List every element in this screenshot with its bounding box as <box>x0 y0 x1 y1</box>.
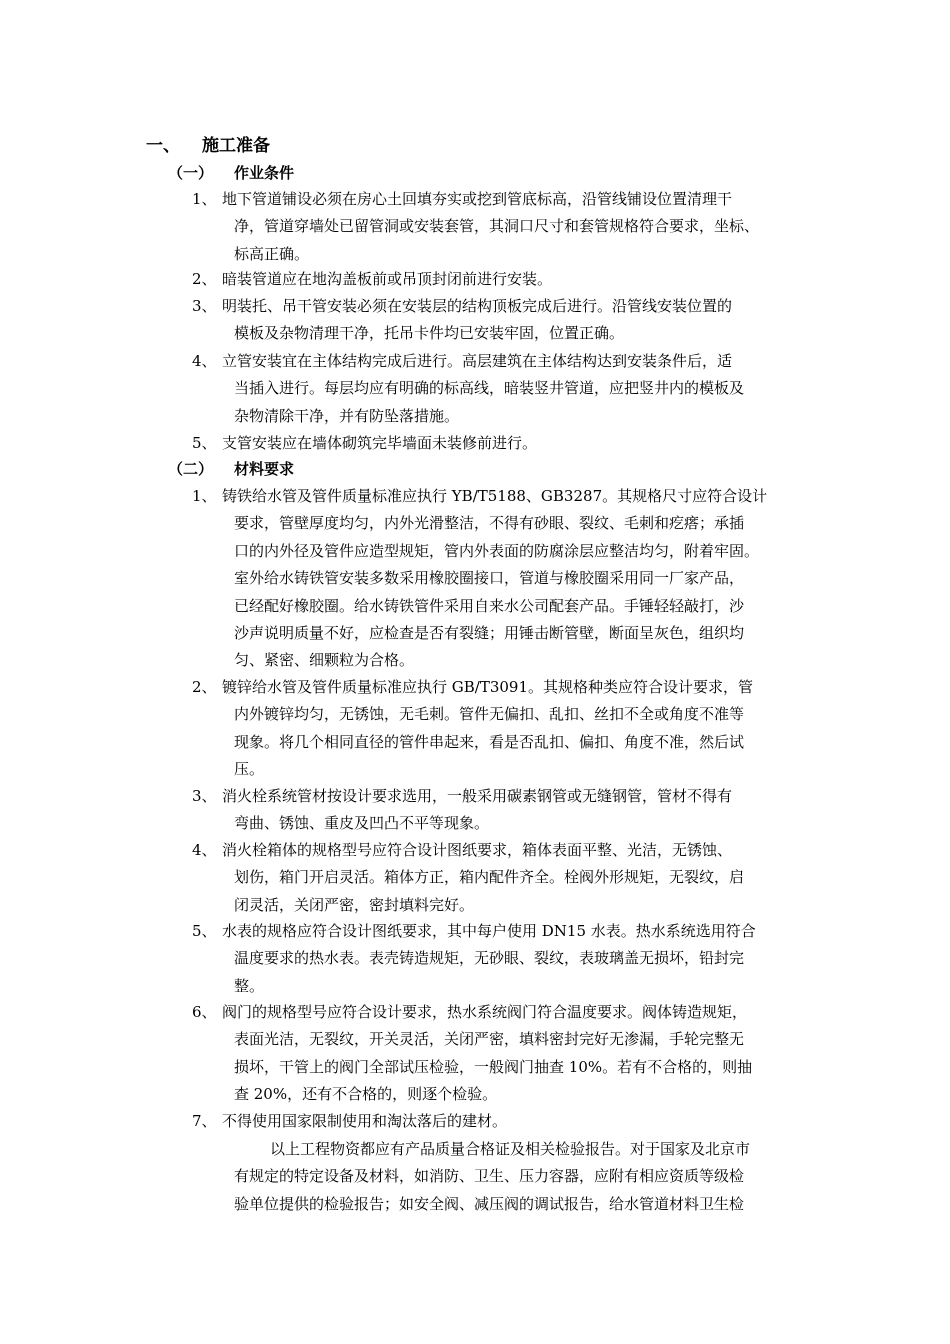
item-text-line: 要求，管壁厚度均匀，内外光滑整洁，不得有砂眼、裂纹、毛刺和疙瘩；承插 <box>234 514 745 533</box>
subsection-title: 材料要求 <box>234 460 295 478</box>
item-text-line: 口的内外径及管件应造型规矩，管内外表面的防腐涂层应整洁均匀，附着牢固。 <box>234 541 760 560</box>
item-number: 1、 <box>192 487 217 505</box>
list-item-2-7 <box>192 1108 808 1135</box>
list-item-2-5 <box>192 918 808 1000</box>
item-text-line: 沙声说明质量不好，应检查是否有裂缝；用锤击断管壁，断面呈灰色，组织均 <box>234 624 745 643</box>
item-number: 3、 <box>192 297 217 315</box>
item-text-line: 表面光洁，无裂纹，开关灵活，关闭严密，填料密封完好无渗漏，手轮完整无 <box>234 1030 745 1049</box>
item-number: 4、 <box>192 841 217 859</box>
list-item-1-5 <box>192 430 808 457</box>
list-item-2-6 <box>192 999 808 1109</box>
closing-paragraph <box>234 1136 814 1218</box>
list-item-2-1 <box>192 483 808 675</box>
item-text-line: 镀锌给水管及管件质量标准应执行 GB/T3091。其规格种类应符合设计要求，管 <box>222 678 754 696</box>
item-text-line: 内外镀锌均匀，无锈蚀，无毛刺。管件无偏扣、乱扣、丝扣不全或角度不准等 <box>234 705 745 724</box>
item-text-line: 匀、紧密、细颗粒为合格。 <box>234 651 415 670</box>
item-number: 6、 <box>192 1003 217 1021</box>
item-text-line: 阀门的规格型号应符合设计要求，热水系统阀门符合温度要求。阀体铸造规矩， <box>222 1003 748 1021</box>
item-text-line: 弯曲、锈蚀、重皮及凹凸不平等现象。 <box>234 814 490 833</box>
item-number: 2、 <box>192 678 217 696</box>
list-item-1-3 <box>192 293 808 348</box>
item-text-line: 消火栓系统管材按设计要求选用，一般采用碳素钢管或无缝钢管，管材不得有 <box>222 787 733 805</box>
item-number: 2、 <box>192 270 217 288</box>
subsection-number: （二） <box>168 460 214 478</box>
paragraph-line: 以上工程物资都应有产品质量合格证及相关检验报告。对于国家及北京市 <box>270 1140 751 1158</box>
item-text-line: 温度要求的热水表。表壳铸造规矩，无砂眼、裂纹，表玻璃盖无损坏，铅封完 <box>234 949 745 968</box>
item-number: 4、 <box>192 352 217 370</box>
item-number: 5、 <box>192 922 217 940</box>
section-heading <box>146 134 270 158</box>
item-text-line: 闭灵活，关闭严密，密封填料完好。 <box>234 895 475 914</box>
item-text-line: 模板及杂物清理干净，托吊卡件均已安装牢固，位置正确。 <box>234 324 625 343</box>
list-item-2-3 <box>192 783 808 838</box>
item-text-line: 已经配好橡胶圈。给水铸铁管件采用自来水公司配套产品。手锤轻轻敲打，沙 <box>234 596 745 615</box>
item-text-line: 划伤，箱门开启灵活。箱体方正，箱内配件齐全。栓阀外形规矩，无裂纹，启 <box>234 868 745 887</box>
list-item-2-4 <box>192 837 808 919</box>
item-text-line: 不得使用国家限制使用和淘汰落后的建材。 <box>222 1112 508 1130</box>
item-text-line: 消火栓箱体的规格型号应符合设计图纸要求，箱体表面平整、光洁，无锈蚀、 <box>222 841 733 859</box>
item-number: 5、 <box>192 434 217 452</box>
item-text-line: 查 20%，还有不合格的，则逐个检验。 <box>234 1085 498 1104</box>
item-text-line: 室外给水铸铁管安装多数采用橡胶圈接口，管道与橡胶圈采用同一厂家产品， <box>234 569 745 588</box>
section-number: 一、 <box>146 136 180 156</box>
list-item-1-2 <box>192 266 808 293</box>
item-number: 1、 <box>192 190 217 208</box>
section-title: 施工准备 <box>202 136 270 156</box>
item-number: 3、 <box>192 787 217 805</box>
item-text-line: 地下管道铺设必须在房心土回填夯实或挖到管底标高，沿管线铺设位置清理干 <box>222 190 733 208</box>
subsection-title: 作业条件 <box>234 164 295 182</box>
item-text-line: 立管安装宜在主体结构完成后进行。高层建筑在主体结构达到安装条件后，适 <box>222 352 733 370</box>
item-text-line: 铸铁给水管及管件质量标准应执行 YB/T5188、GB3287。其规格尺寸应符合设计 <box>222 487 768 505</box>
list-item-1-4 <box>192 348 808 430</box>
item-text-line: 整。 <box>234 976 265 995</box>
paragraph-line: 验单位提供的检验报告；如安全阀、减压阀的调试报告，给水管道材料卫生检 <box>234 1194 745 1213</box>
list-item-2-2 <box>192 674 808 784</box>
subsection-number: （一） <box>168 164 214 182</box>
item-text-line: 明装托、吊干管安装必须在安装层的结构顶板完成后进行。沿管线安装位置的 <box>222 297 733 315</box>
item-text-line: 压。 <box>234 760 265 779</box>
item-number: 7、 <box>192 1112 217 1130</box>
item-text-line: 当插入进行。每层均应有明确的标高线，暗装竖井管道，应把竖井内的模板及 <box>234 379 745 398</box>
subsection-heading-1 <box>168 162 294 184</box>
item-text-line: 现象。将几个相同直径的管件串起来，看是否乱扣、偏扣、角度不准，然后试 <box>234 732 745 751</box>
item-text-line: 损坏，干管上的阀门全部试压检验，一般阀门抽查 10%。若有不合格的，则抽 <box>234 1057 753 1076</box>
item-text-line: 标高正确。 <box>234 244 310 263</box>
item-text-line: 水表的规格应符合设计图纸要求，其中每户使用 DN15 水表。热水系统选用符合 <box>222 922 756 940</box>
item-text-line: 净，管道穿墙处已留管洞或安装套管，其洞口尺寸和套管规格符合要求，坐标、 <box>234 217 760 236</box>
list-item-1-1 <box>192 186 808 268</box>
subsection-heading-2 <box>168 458 294 480</box>
item-text-line: 支管安装应在墙体砌筑完毕墙面未装修前进行。 <box>222 434 538 452</box>
paragraph-line: 有规定的特定设备及材料，如消防、卫生、压力容器，应附有相应资质等级检 <box>234 1167 745 1186</box>
item-text-line: 暗装管道应在地沟盖板前或吊顶封闭前进行安装。 <box>222 270 553 288</box>
item-text-line: 杂物清除干净，并有防坠落措施。 <box>234 406 460 425</box>
